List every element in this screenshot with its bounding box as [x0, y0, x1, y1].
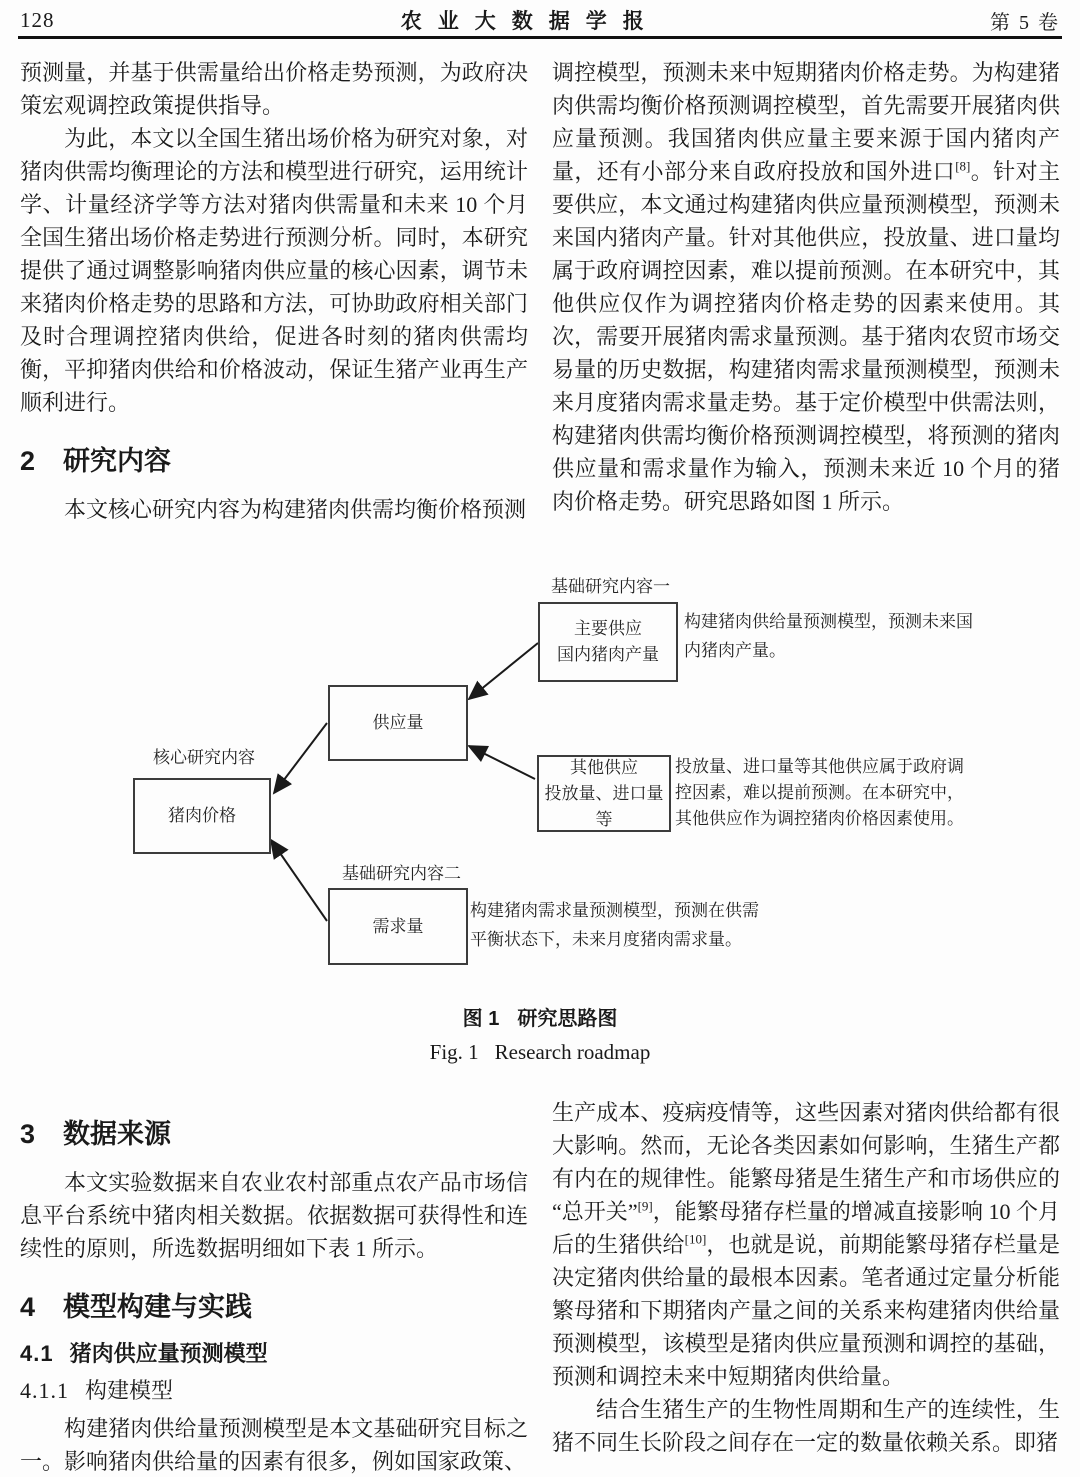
arrow-other-supply-to-supply [469, 746, 535, 779]
paragraph: 为此，本文以全国生猪出场价格为研究对象，对猪肉供需均衡理论的方法和模型进行研究，运用统计学、计量经济学等方法对猪肉供需量和未来 10 个月全国生猪出场价格走势进行预测分析。同时，本研究提供了通过调整影响猪肉供应量的核心因素，调节未来猪肉价格走势的思路和方法，可协助政府相关部门及时合理调控猪肉供给，促进各时刻的猪肉供需均衡，平抑猪肉供给和价格波动，保证生猪产业再生产顺利进行。 [20, 126, 528, 415]
figure-caption-en-title: Research roadmap [494, 1040, 651, 1064]
annotation-line: 控因素，难以提前预测。在本研究中， [675, 783, 964, 802]
journal-title: 农业大数据学报 [400, 10, 660, 33]
arrow-supply-to-price [274, 723, 327, 793]
figure-caption-zh-title: 研究思路图 [517, 1008, 618, 1030]
section-number: 4 [20, 1292, 36, 1322]
column-left-bottom [20, 1100, 528, 1477]
annotation-line: 内猪肉产量。 [684, 641, 786, 660]
section-title: 研究内容 [63, 446, 172, 476]
label-core-research: 核心研究内容 [153, 748, 255, 767]
annotation-line: 平衡状态下，未来月度猪肉需求量。 [470, 930, 742, 949]
arrow-main-supply-to-supply [469, 643, 538, 699]
paragraph: 本文实验数据来自农业农村部重点农产品市场信息平台系统中猪肉相关数据。依据数据可获得性和连续性的原则，所选数据明细如下表 1 所示。 [20, 1170, 528, 1261]
figure-caption-zh-label: 图 1 [462, 1008, 500, 1030]
annotation-line: 其他供应作为调控猪肉价格因素使用。 [675, 809, 964, 828]
section-heading-4-1 [20, 1339, 528, 1369]
paragraph: 本文核心研究内容为构建猪肉供需均衡价格预测 [64, 497, 527, 522]
box-price-label: 猪肉价格 [168, 806, 236, 825]
annotation-line: 构建猪肉供给量预测模型，预测未来国 [684, 612, 973, 631]
figure-caption-en [0, 1040, 1080, 1065]
figure-caption-en-label: Fig. 1 [429, 1040, 479, 1064]
arrow-demand-to-price [271, 840, 327, 921]
paragraph: 构建猪肉供给量预测模型是本文基础研究目标之一。影响猪肉供给量的因素有很多，例如国家政策、 [20, 1416, 528, 1474]
section-number: 2 [20, 446, 36, 476]
section-title: 猪肉供应量预测模型 [69, 1341, 268, 1366]
section-heading-3 [20, 1116, 528, 1152]
paragraph: 调控模型，预测未来中短期猪肉价格走势。为构建猪肉供需均衡价格预测调控模型，首先需要开展猪肉供应量预测。我国猪肉供应量主要来源于国内猪肉产量，还有小部分来自政府投放和国外进口[8]。针对主要供应，本文通过构建猪肉供应量预测模型，预测未来国内猪肉产量。针对其他供应，投放量、进口量均属于政府调控因素，难以提前预测。在本研究中，其他供应仅作为调控猪肉价格走势的因素来使用。其次，需要开展猪肉需求量预测。基于猪肉农贸市场交易量的历史数据，构建猪肉需求量预测模型，预测未来月度猪肉需求量走势。基于定价模型中供需法则，构建猪肉供需均衡价格预测调控模型，将预测的猪肉供应量和需求量作为输入，预测未来近 10 个月的猪肉价格走势。研究思路如图 1 所示。 [552, 60, 1060, 514]
paragraph: 结合生猪生产的生物性周期和生产的连续性，生猪不同生长阶段之间存在一定的数量依赖关系。即猪 [552, 1397, 1060, 1455]
annotation-line: 投放量、进口量等其他供应属于政府调 [675, 757, 964, 776]
paragraph: 预测量，并基于供需量给出价格走势预测，为政府决策宏观调控政策提供指导。 [20, 60, 528, 118]
column-left-top [20, 56, 528, 526]
section-heading-4 [20, 1289, 528, 1325]
volume-number: 第 5 卷 [990, 11, 1060, 34]
box-other-supply-line2: 投放量、进口量等 [544, 783, 664, 829]
figure-research-roadmap [20, 560, 1060, 980]
annotation-demand [470, 896, 759, 954]
column-right-bottom [552, 1096, 1060, 1459]
column-right-top [552, 56, 1060, 518]
page-number: 128 [20, 7, 55, 32]
header-rule [18, 36, 1062, 39]
section-title: 数据来源 [63, 1119, 172, 1149]
box-demand [328, 888, 468, 965]
box-price [133, 778, 271, 854]
paragraph: 生产成本、疫病疫情等，这些因素对猪肉供给都有很大影响。然而，无论各类因素如何影响，生猪生产都有内在的规律性。能繁母猪是生猪生产和市场供应的“总开关”[9]，能繁母猪存栏量的增减直接影响 10 个月后的生猪供给[10]，也就是说，前期能繁母猪存栏量是决定猪肉供给量的最根本因素。笔者通过定量分析能繁母猪和下期猪肉产量之间的关系来构建猪肉供给量预测模型，该模型是猪肉供应量预测和调控的基础，预测和调控未来中短期猪肉供给量。 [552, 1100, 1060, 1389]
annotation-line: 构建猪肉需求量预测模型，预测在供需 [470, 901, 759, 920]
section-heading-2 [20, 443, 528, 479]
annotation-main-supply [684, 607, 973, 665]
section-number: 3 [20, 1119, 36, 1149]
box-demand-label: 需求量 [372, 916, 424, 936]
box-main-supply-line2: 国内猪肉产量 [557, 645, 659, 664]
section-title: 模型构建与实践 [63, 1292, 253, 1322]
figure-caption-zh [0, 1002, 1080, 1031]
running-head [20, 6, 1060, 34]
box-main-supply-line1: 主要供应 [574, 619, 642, 638]
annotation-other-supply [675, 754, 964, 832]
section-number: 4.1 [20, 1341, 54, 1366]
section-title: 构建模型 [85, 1378, 174, 1403]
section-number: 4.1.1 [20, 1378, 69, 1403]
section-heading-4-1-1 [20, 1376, 528, 1406]
label-basic-research-two: 基础研究内容二 [342, 864, 461, 883]
box-other-supply-line1: 其他供应 [570, 757, 638, 777]
box-supply-label: 供应量 [372, 713, 424, 732]
box-main-supply [538, 602, 678, 682]
box-other-supply [537, 755, 671, 832]
box-supply [328, 685, 468, 761]
label-basic-research-one: 基础研究内容一 [551, 577, 670, 596]
